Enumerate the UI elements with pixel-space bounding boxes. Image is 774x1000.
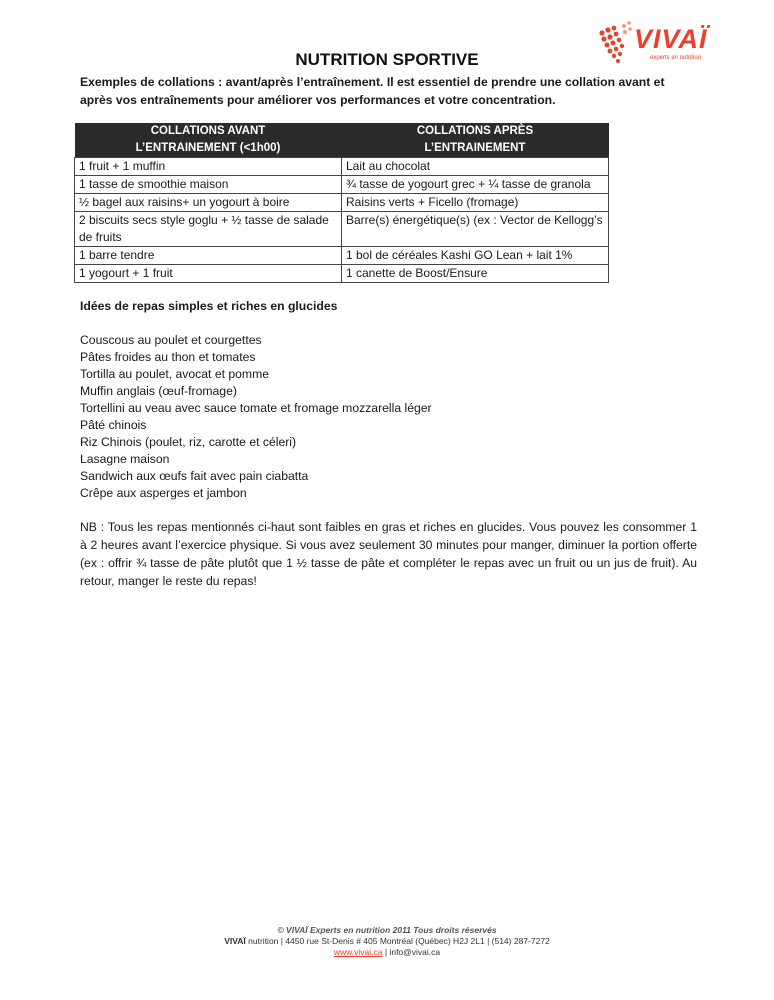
intro-paragraph: Exemples de collations : avant/après l’entraînement. Il est essentiel de prendre une collation avant et après vos entraînements pour améliorer vos performances et votre concentration. — [80, 75, 665, 107]
list-item: Tortilla au poulet, avocat et pomme — [80, 367, 270, 381]
list-item: Riz Chinois (poulet, riz, carotte et céleri) — [80, 435, 297, 449]
page-title: NUTRITION SPORTIVE — [295, 50, 479, 69]
cell-after: 1 bol de céréales Kashi GO Lean + lait 1% — [342, 247, 609, 265]
cell-before: 2 biscuits secs style goglu + ½ tasse de salade de fruits — [75, 212, 342, 247]
snacks-table — [74, 123, 609, 283]
logo-tagline: experts en nutrition — [650, 55, 702, 61]
cell-after: 1 canette de Boost/Ensure — [342, 265, 609, 283]
meals-section-title: Idées de repas simples et riches en glucides — [80, 299, 338, 313]
footer-brand: VIVAÏ — [224, 936, 246, 946]
list-item: Crêpe aux asperges et jambon — [80, 486, 247, 500]
header-after — [342, 123, 609, 158]
footer-address-line — [0, 936, 774, 947]
footer-address: nutrition | 4450 rue St-Denis # 405 Montréal (Québec) H2J 2L1 | (514) 287-7272 — [245, 936, 550, 946]
footer-contact-line — [0, 947, 774, 958]
list-item: Pâté chinois — [80, 418, 147, 432]
list-item: Lasagne maison — [80, 452, 170, 466]
cell-after: Raisins verts + Ficello (fromage) — [342, 194, 609, 212]
table-row — [75, 194, 609, 212]
list-item: Tortellini au veau avec sauce tomate et fromage mozzarella léger — [80, 401, 432, 415]
list-item: Pâtes froides au thon et tomates — [80, 350, 256, 364]
table-row — [75, 212, 609, 247]
note-paragraph: NB : Tous les repas mentionnés ci-haut sont faibles en gras et riches en glucides. Vous pouvez les consommer 1 à 2 heures avant l’exercice physique. Si vous avez seulement 30 minutes pour manger, diminuer la portion offerte (ex : offrir ¾ tasse de pâte plutôt que 1 ½ tasse de pâte et compléter le repas avec un fruit ou un jus de fruit). Au retour, manger le reste du repas! — [80, 520, 697, 588]
footer-copyright: © VIVAÏ Experts en nutrition 2011 Tous droits réservés — [277, 925, 497, 935]
page-footer — [0, 925, 774, 958]
cell-before: 1 barre tendre — [75, 247, 342, 265]
list-item: Couscous au poulet et courgettes — [80, 333, 262, 347]
list-item: Sandwich aux œufs fait avec pain ciabatta — [80, 469, 309, 483]
header-before-line2: L’ENTRAINEMENT (<1h00) — [135, 142, 281, 154]
cell-before: 1 yogourt + 1 fruit — [75, 265, 342, 283]
list-item: Muffin anglais (œuf-fromage) — [80, 384, 237, 398]
table-row — [75, 158, 609, 176]
header-after-line2: L’ENTRAINEMENT — [424, 142, 526, 154]
table-header-row — [75, 123, 609, 158]
header-before — [75, 123, 342, 158]
table-row — [75, 265, 609, 283]
cell-after: ¾ tasse de yogourt grec + ¼ tasse de granola — [342, 176, 609, 194]
website-link[interactable]: www.vivai.ca — [333, 947, 383, 957]
cell-before: 1 tasse de smoothie maison — [75, 176, 342, 194]
header-before-line1: COLLATIONS AVANT — [150, 125, 266, 137]
table-row — [75, 176, 609, 194]
header-after-line1: COLLATIONS APRÈS — [416, 125, 534, 137]
footer-email: | info@vivai.ca — [382, 947, 441, 957]
meals-list — [80, 332, 432, 502]
cell-after: Lait au chocolat — [342, 158, 609, 176]
cell-after: Barre(s) énergétique(s) (ex : Vector de Kellogg’s — [342, 212, 609, 247]
cell-before: ½ bagel aux raisins+ un yogourt à boire — [75, 194, 342, 212]
table-row — [75, 247, 609, 265]
logo-wordmark: VIVAÏ — [634, 24, 708, 54]
cell-before: 1 fruit + 1 muffin — [75, 158, 342, 176]
